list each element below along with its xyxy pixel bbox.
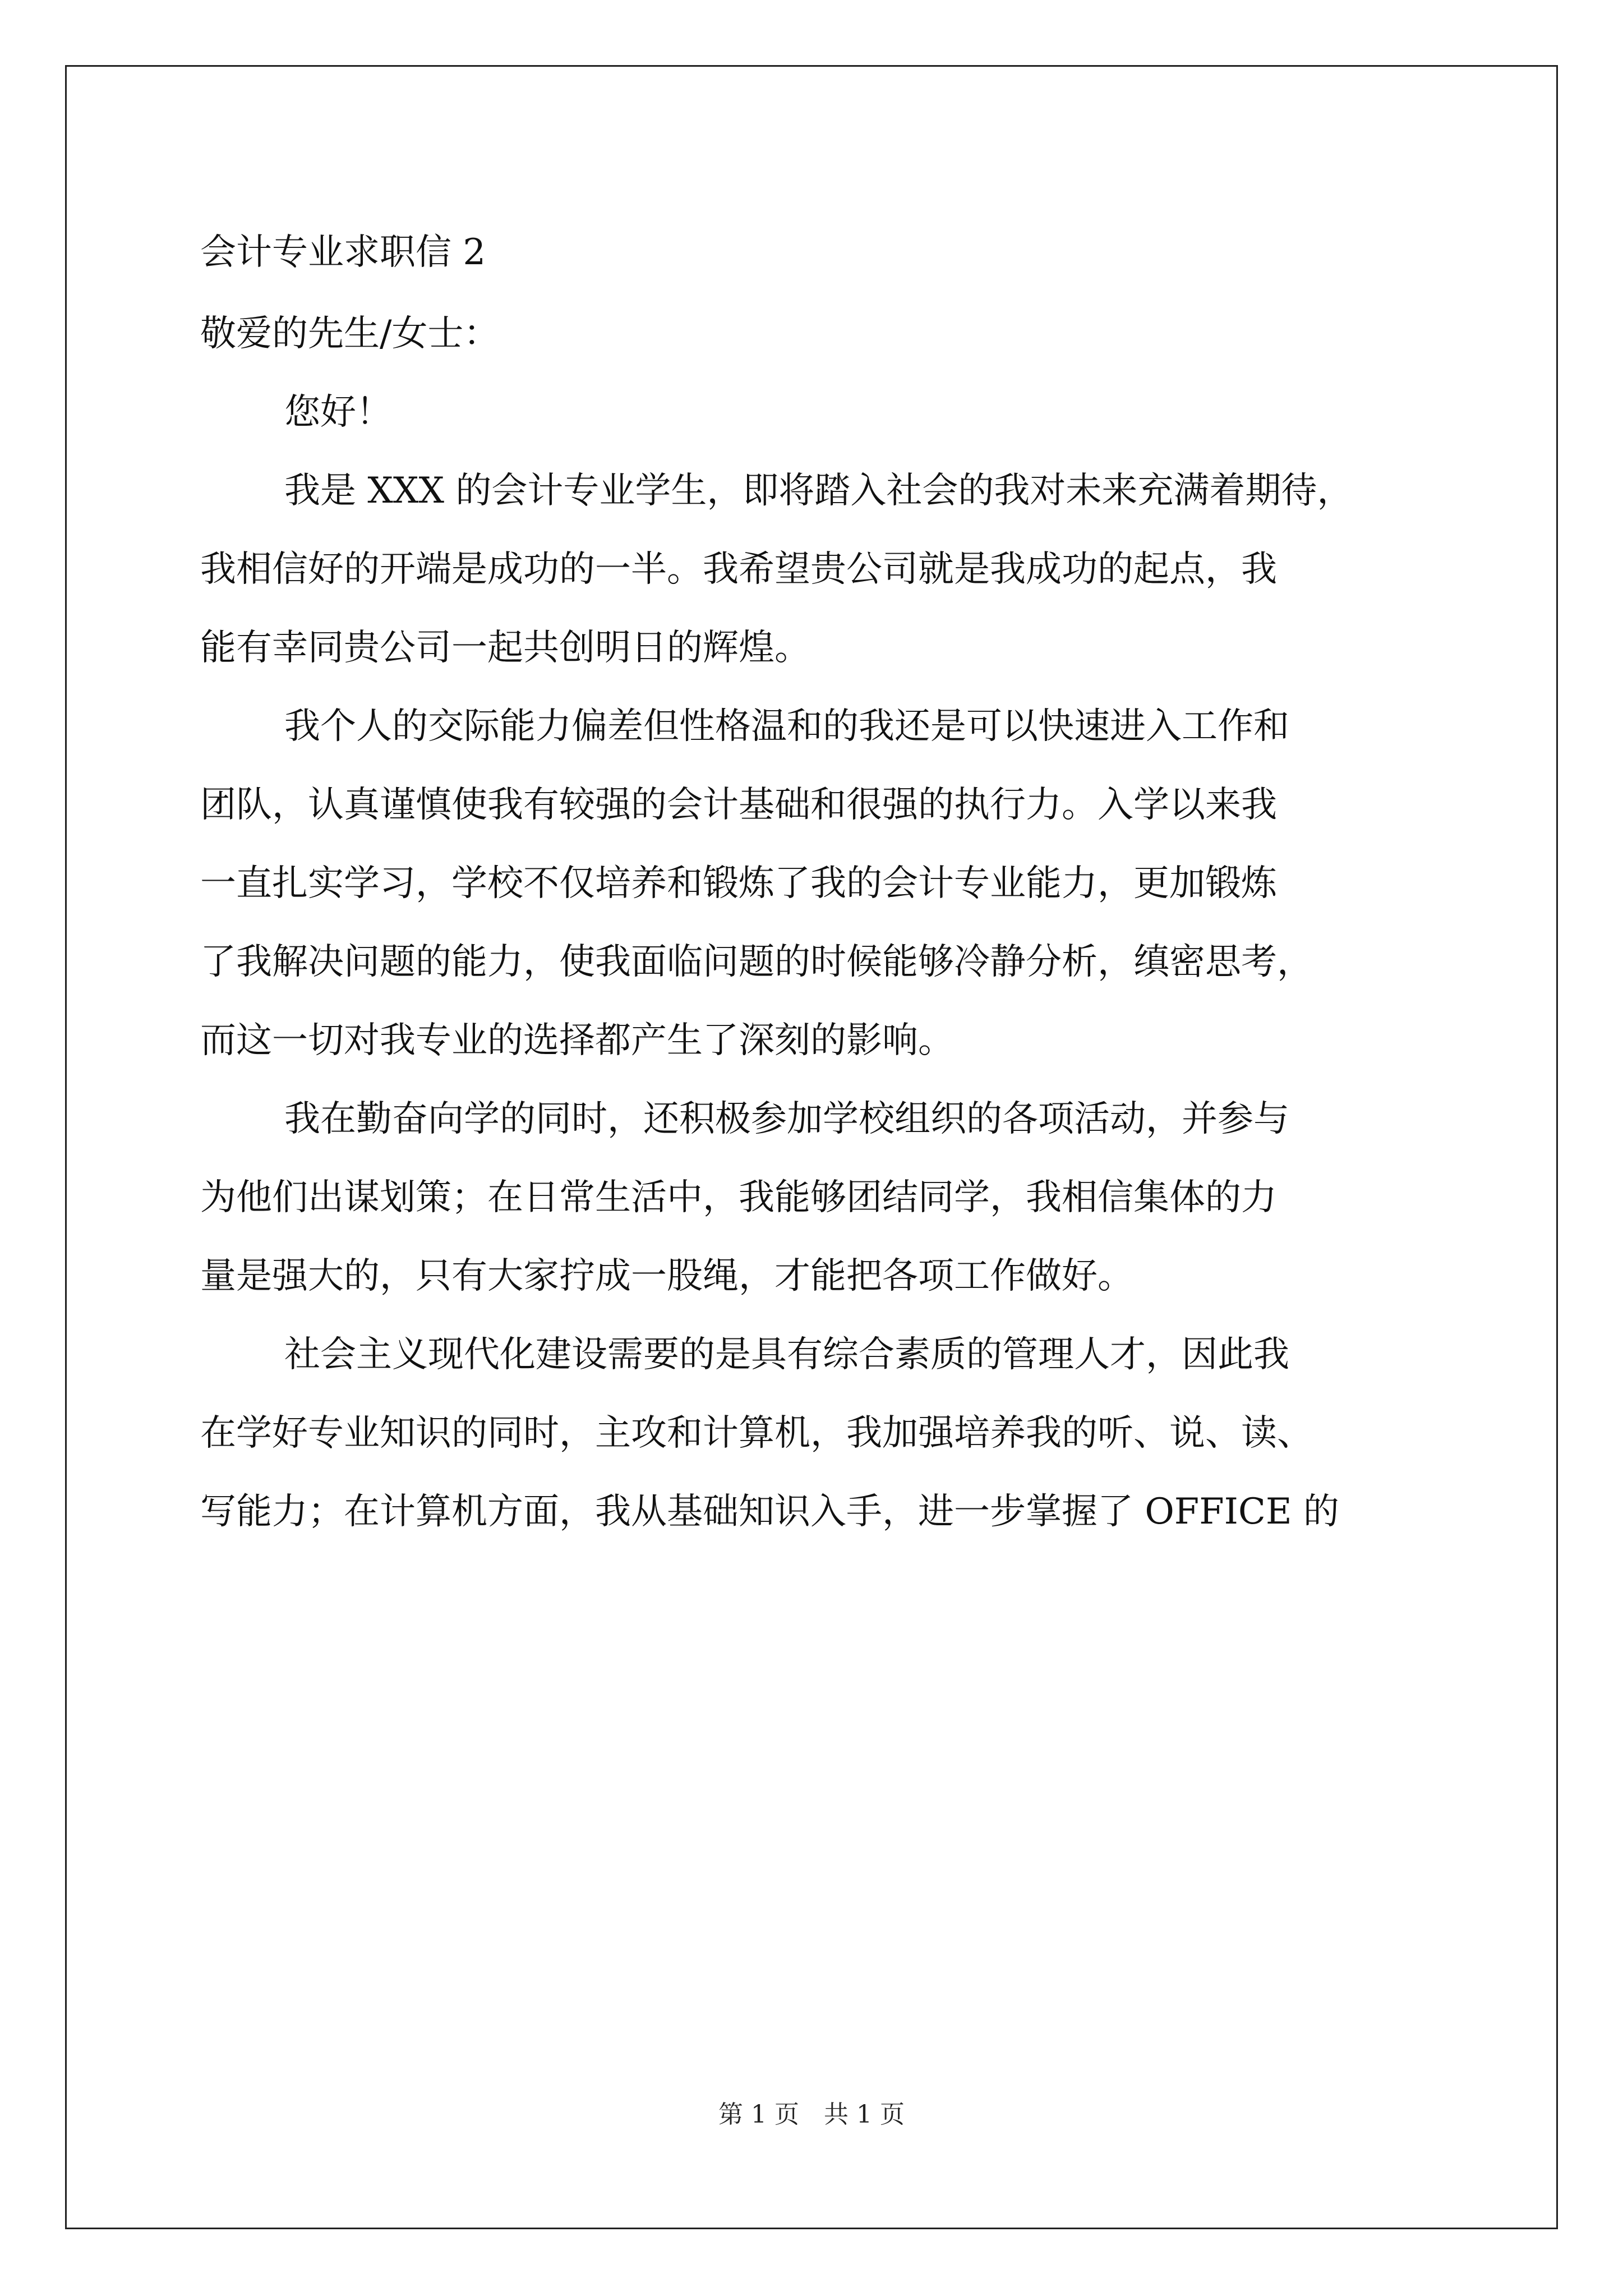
paragraph-line: 我个人的交际能力偏差但性格温和的我还是可以快速进入工作和 [284,706,1289,747]
paragraph-line: 我相信好的开端是成功的一半。我希望贵公司就是我成功的起点，我 [200,549,1277,590]
paragraph-line: 而这一切对我专业的选择都产生了深刻的影响。 [200,1020,954,1061]
paragraph-line: 我是 XXX 的会计专业学生，即将踏入社会的我对未来充满着期待， [284,470,1353,512]
paragraph-line: 为他们出谋划策；在日常生活中，我能够团结同学，我相信集体的力 [200,1177,1277,1218]
page-number-footer: 第 1 页 共 1 页 [718,2100,905,2129]
paragraph-line: 能有幸同贵公司一起共创明日的辉煌。 [200,627,810,669]
paragraph-line: 量是强大的，只有大家拧成一股绳，才能把各项工作做好。 [200,1255,1133,1297]
paragraph-line: 一直扎实学习，学校不仅培养和锻炼了我的会计专业能力，更加锻炼 [200,863,1277,904]
paragraph-line: 写能力；在计算机方面，我从基础知识入手，进一步掌握了 OFFICE 的 [200,1491,1339,1533]
letter-body [200,213,1428,1551]
salutation: 敬爱的先生/女士： [200,313,500,355]
paragraph-line: 团队，认真谨慎使我有较强的会计基础和很强的执行力。入学以来我 [200,784,1277,826]
paragraph-line: 我在勤奋向学的同时，还积极参加学校组织的各项活动，并参与 [284,1098,1289,1140]
paragraph-line: 社会主义现代化建设需要的是具有综合素质的管理人才，因此我 [284,1334,1289,1375]
document-title: 会计专业求职信 2 [200,232,486,273]
paragraph-line: 在学好专业知识的同时，主攻和计算机，我加强培养我的听、说、读、 [200,1412,1313,1454]
greeting-line: 您好！ [284,392,392,433]
paragraph-line: 了我解决问题的能力，使我面临问题的时候能够冷静分析，缜密思考， [200,941,1313,983]
